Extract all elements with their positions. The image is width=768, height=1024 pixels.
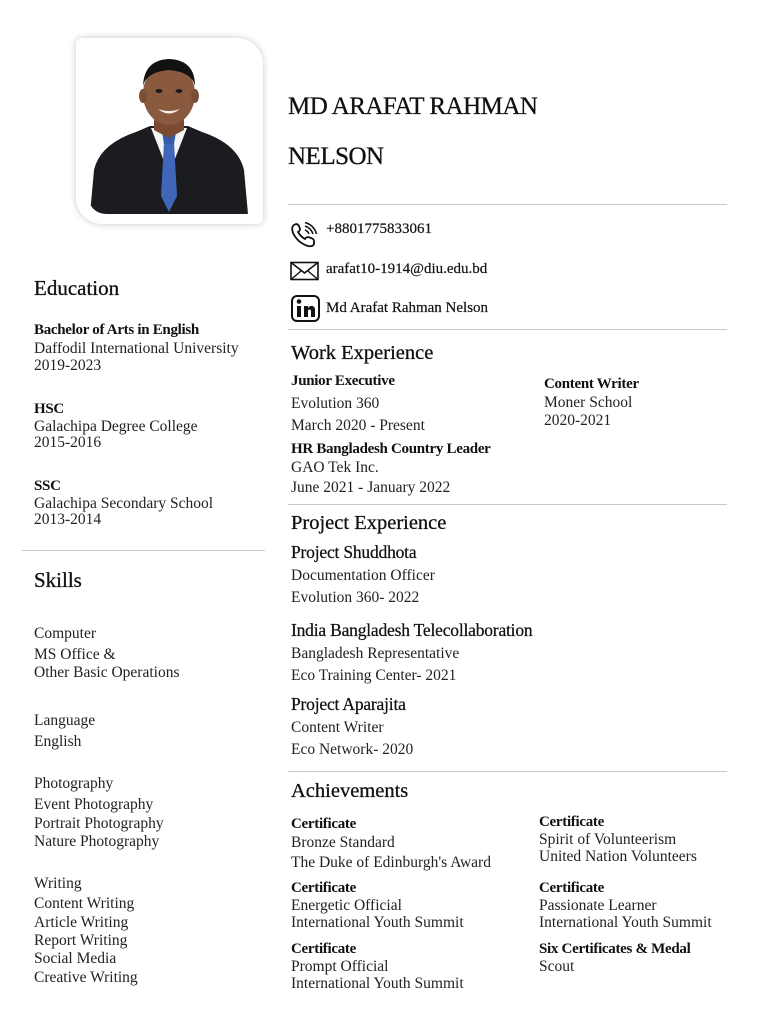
- skill-item: Content Writing: [34, 895, 135, 912]
- divider: [288, 329, 727, 330]
- linkedin-icon: [291, 295, 320, 322]
- job-org: Evolution 360: [291, 395, 380, 412]
- achievement-title: Certificate: [291, 941, 356, 957]
- skill-item: Nature Photography: [34, 833, 160, 850]
- name-line-2: NELSON: [288, 143, 384, 170]
- education-degree: Bachelor of Arts in English: [34, 322, 199, 338]
- divider: [288, 771, 727, 772]
- achievement-line: Scout: [539, 958, 575, 975]
- email-address[interactable]: arafat10-1914@diu.edu.bd: [326, 261, 488, 277]
- project-detail: Eco Network- 2020: [291, 741, 414, 758]
- achievement-line: International Youth Summit: [291, 975, 464, 992]
- achievement-line: International Youth Summit: [539, 914, 712, 931]
- achievement-line: Passionate Learner: [539, 897, 657, 914]
- achievement-title: Certificate: [291, 816, 356, 832]
- job-title: HR Bangladesh Country Leader: [291, 441, 491, 457]
- project-name: Project Aparajita: [291, 694, 406, 714]
- work-heading: Work Experience: [291, 342, 434, 364]
- achievement-line: The Duke of Edinburgh's Award: [291, 854, 491, 871]
- achievement-line: Energetic Official: [291, 897, 402, 914]
- skill-group-label: Writing: [34, 875, 82, 892]
- achievement-title: Certificate: [539, 814, 604, 830]
- skill-item: English: [34, 733, 82, 750]
- job-period: March 2020 - Present: [291, 417, 425, 434]
- skill-group-label: Language: [34, 712, 96, 729]
- education-degree: HSC: [34, 401, 64, 417]
- project-detail: Eco Training Center- 2021: [291, 667, 457, 684]
- education-years: 2013-2014: [34, 511, 102, 528]
- education-degree: SSC: [34, 478, 61, 494]
- skill-item: Other Basic Operations: [34, 664, 180, 681]
- education-school: Galachipa Secondary School: [34, 495, 214, 512]
- divider: [22, 550, 265, 551]
- achievements-heading: Achievements: [291, 780, 409, 802]
- skill-item: Portrait Photography: [34, 815, 164, 832]
- achievement-title: Certificate: [539, 880, 604, 896]
- job-org: Moner School: [544, 394, 633, 411]
- education-school: Daffodil International University: [34, 340, 239, 357]
- job-period: June 2021 - January 2022: [291, 479, 451, 496]
- project-role: Documentation Officer: [291, 567, 435, 584]
- phone-icon: [290, 222, 318, 248]
- skill-item: Article Writing: [34, 914, 129, 931]
- achievement-line: Spirit of Volunteerism: [539, 831, 677, 848]
- project-role: Bangladesh Representative: [291, 645, 460, 662]
- phone-number[interactable]: +8801775833061: [326, 221, 432, 237]
- name-line-1: MD ARAFAT RAHMAN: [288, 93, 538, 120]
- job-title: Content Writer: [544, 376, 639, 392]
- skills-heading: Skills: [34, 568, 82, 592]
- profile-photo: [88, 46, 250, 214]
- achievement-line: Bronze Standard: [291, 834, 395, 851]
- achievement-title: Six Certificates & Medal: [539, 941, 691, 957]
- education-school: Galachipa Degree College: [34, 418, 198, 435]
- skill-group-label: Computer: [34, 625, 96, 642]
- job-org: GAO Tek Inc.: [291, 459, 379, 476]
- skill-item: Social Media: [34, 950, 117, 967]
- achievement-line: United Nation Volunteers: [539, 848, 697, 865]
- job-period: 2020-2021: [544, 412, 612, 429]
- project-role: Content Writer: [291, 719, 384, 736]
- project-detail: Evolution 360- 2022: [291, 589, 420, 606]
- mail-icon: [290, 261, 319, 281]
- education-years: 2015-2016: [34, 434, 102, 451]
- education-years: 2019-2023: [34, 357, 102, 374]
- project-name: India Bangladesh Telecollaboration: [291, 620, 533, 640]
- skill-group-label: Photography: [34, 775, 114, 792]
- skill-item: MS Office &: [34, 646, 116, 663]
- skill-item: Report Writing: [34, 932, 128, 949]
- skill-item: Event Photography: [34, 796, 154, 813]
- divider: [288, 504, 727, 505]
- achievement-title: Certificate: [291, 880, 356, 896]
- project-name: Project Shuddhota: [291, 542, 417, 562]
- achievement-line: International Youth Summit: [291, 914, 464, 931]
- linkedin-name[interactable]: Md Arafat Rahman Nelson: [326, 300, 489, 316]
- education-heading: Education: [34, 276, 120, 300]
- divider: [288, 204, 727, 205]
- skill-item: Creative Writing: [34, 969, 138, 986]
- job-title: Junior Executive: [291, 373, 395, 389]
- achievement-line: Prompt Official: [291, 958, 389, 975]
- projects-heading: Project Experience: [291, 512, 447, 534]
